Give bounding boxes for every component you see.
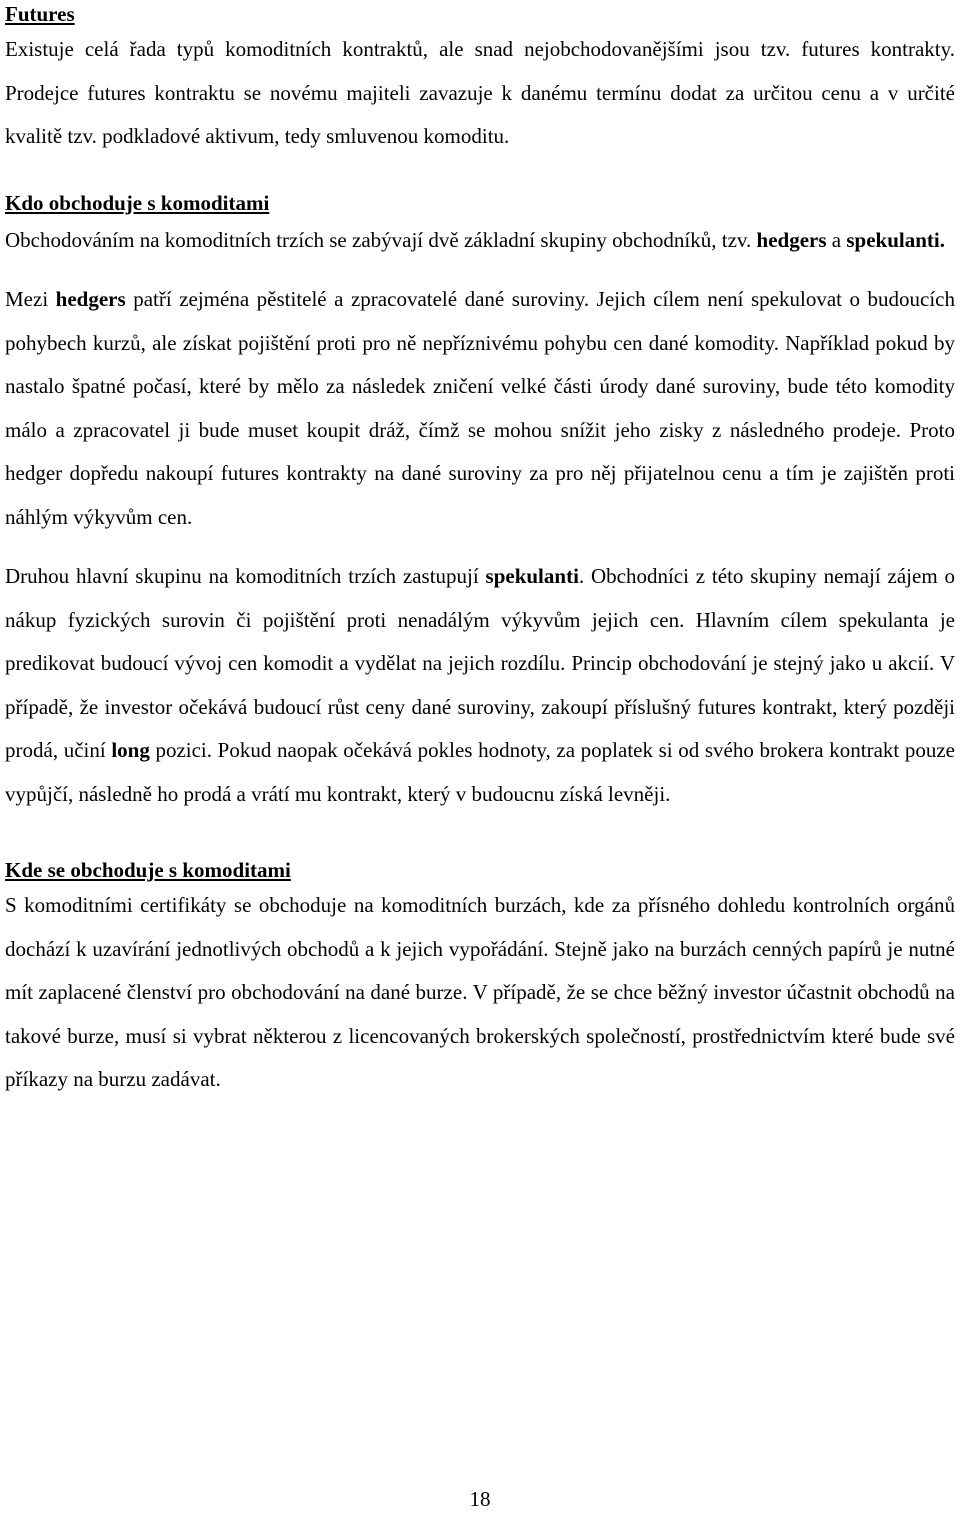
keyword-hedgers: hedgers — [756, 227, 827, 252]
keyword-long: long — [111, 738, 150, 762]
paragraph-trader-groups — [5, 219, 955, 263]
keyword-speculators: spekulanti. — [846, 227, 945, 252]
section-futures — [5, 0, 955, 159]
paragraph-hedgers — [5, 278, 955, 539]
paragraph-exchanges: S komoditními certifikáty se obchoduje na komoditních burzách, kde za přísného dohledu kontrolních orgánů dochází k uzavírání jednotlivých obchodů a k jejich vypořádání. Stejně jako na burzách cenných papírů je nutné mít zaplacené členství pro obchodování na dané burze. V případě, že se chce běžný investor účastnit obchodů na takové burze, musí si vybrat některou z licencovaných brokerských společností, prostřednictvím které bude své příkazy na burzu zadávat. — [5, 893, 955, 1091]
paragraph-text: pozici. Pokud naopak očekává pokles hodnoty, za poplatek si od svého brokera kontrakt pouze vypůjčí, následně ho prodá a vrátí mu kontrakt, který v budoucnu získá levněji. — [5, 738, 955, 806]
paragraph-text: a — [826, 227, 847, 252]
keyword-speculators: spekulanti — [485, 564, 579, 588]
paragraph-text: . Obchodníci z této skupiny nemají zájem o nákup fyzických surovin či pojištění proti nenadálým výkyvům jejich cen. Hlavním cílem spekulanta je predikovat budoucí vývoj cen komodit a vydělat na jejich rozdílu. Princip obchodování je stejný jako u akcií. V případě, že investor očekává budoucí růst ceny dané suroviny, zakoupí příslušný futures kontrakt, který později prodá, učiní — [5, 564, 955, 762]
heading-where-trades: Kde se obchoduje s komoditami — [5, 858, 291, 882]
keyword-hedgers: hedgers — [55, 287, 126, 311]
paragraph-speculators — [5, 555, 955, 816]
heading-who-trades: Kdo obchoduje s komoditami — [5, 190, 270, 215]
paragraph-text: Obchodováním na komoditních trzích se zabývají dvě základní skupiny obchodníků, tzv. — [5, 227, 757, 252]
section-who-trades — [5, 189, 955, 817]
paragraph-text: patří zejména pěstitelé a zpracovatelé dané suroviny. Jejich cílem není spekulovat o budoucích pohybech kurzů, ale získat pojištění proti pro ně nepříznivému pohybu cen dané komodity. Například pokud by nastalo špatné počasí, které by mělo za následek zničení velké části úrody dané suroviny, bude této komodity málo a zpracovatel ji bude muset koupit dráž, čímž se mohou snížit jeho zisky z následného prodeje. Proto hedger dopředu nakoupí futures kontrakty na dané suroviny za pro něj přijatelnou cenu a tím je zajištěn proti náhlým výkyvům cen. — [5, 287, 955, 529]
page-number: 18 — [469, 1487, 491, 1511]
document-page — [5, 0, 955, 1102]
heading-futures: Futures — [5, 2, 75, 26]
paragraph-futures-definition: Existuje celá řada typů komoditních kontraktů, ale snad nejobchodovanějšími jsou tzv. futures kontrakty. Prodejce futures kontraktu se novému majiteli zavazuje k danému termínu dodat za určitou cenu a v určité kvalitě tzv. podkladové aktivum, tedy smluvenou komoditu. — [5, 37, 955, 148]
paragraph-text: Druhou hlavní skupinu na komoditních trzích zastupují — [5, 564, 486, 588]
section-where-trades — [5, 856, 955, 1102]
paragraph-text: Mezi — [5, 287, 56, 311]
